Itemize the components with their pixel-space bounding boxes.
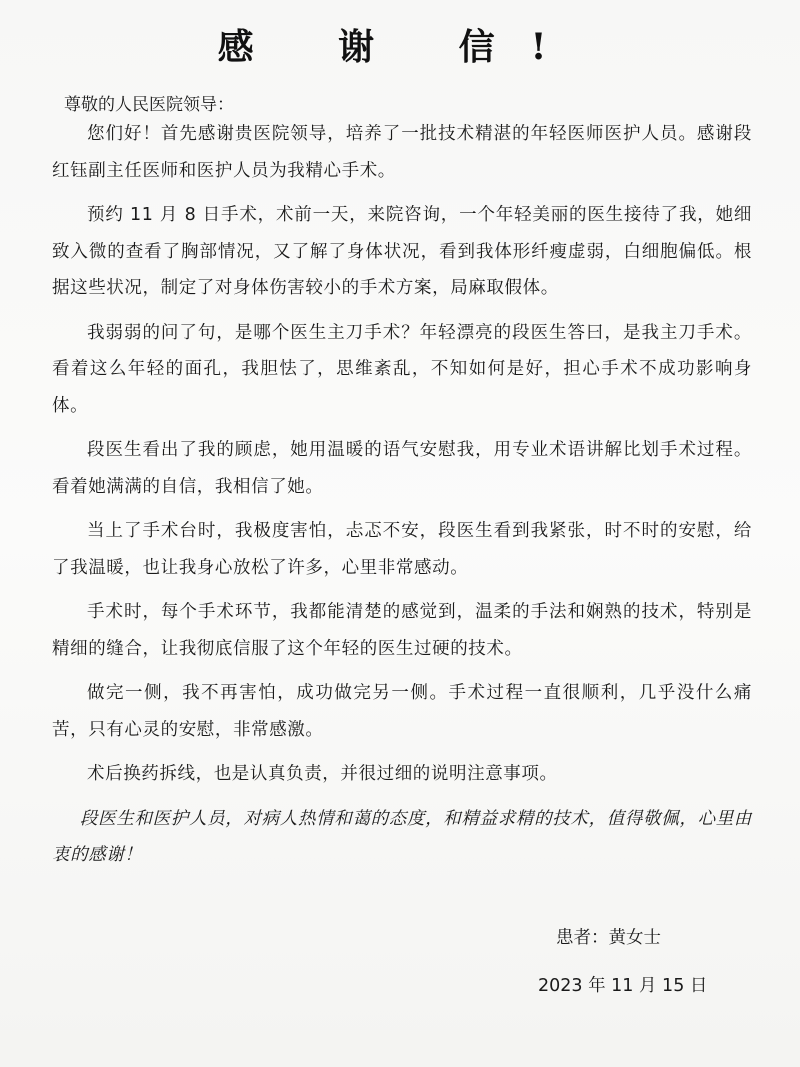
paragraph-3: 我弱弱的问了句，是哪个医生主刀手术？年轻漂亮的段医生答曰，是我主刀手术。看着这么年轻的面孔，我胆怯了，思维紊乱，不知如何是好，担心手术不成功影响身体。 (52, 322, 752, 416)
paragraph-1: 您们好！首先感谢贵医院领导，培养了一批技术精湛的年轻医师医护人员。感谢段红钰副主任医师和医护人员为我精心手术。 (52, 124, 752, 181)
paragraph-9: 段医生和医护人员，对病人热情和蔼的态度，和精益求精的技术，值得敬佩，心里由衷的感谢！ (52, 808, 752, 865)
paragraph-2: 预约 11 月 8 日手术，术前一天，来院咨询，一个年轻美丽的医生接待了我，她细致入微的查看了胸部情况，又了解了身体状况，看到我体形纤瘦虚弱，白细胞偏低。根据这些状况，制定了对身体伤害较小的手术方案，局麻取假体。 (52, 205, 752, 298)
letter-title: 感 谢 信! (217, 26, 583, 68)
paragraph-5: 当上了手术台时，我极度害怕，忐忑不安，段医生看到我紧张，时不时的安慰，给了我温暖，也让我身心放松了许多，心里非常感动。 (52, 521, 752, 578)
salutation: 尊敬的人民医院领导： (64, 95, 234, 115)
paragraph-8: 术后换药拆线，也是认真负责，并很过细的说明注意事项。 (87, 764, 558, 784)
letter-body (52, 116, 752, 882)
paragraph-6: 手术时，每个手术环节，我都能清楚的感觉到，温柔的手法和娴熟的技术，特别是精细的缝合，让我彻底信服了这个年轻的医生过硬的技术。 (52, 602, 752, 659)
signature: 患者：黄女士 (556, 928, 661, 948)
paragraph-4: 段医生看出了我的顾虑，她用温暖的语气安慰我，用专业术语讲解比划手术过程。看着她满满的自信，我相信了她。 (52, 440, 752, 497)
letter-date: 2023 年 11 月 15 日 (538, 976, 708, 996)
paragraph-7: 做完一侧，我不再害怕，成功做完另一侧。手术过程一直很顺利，几乎没什么痛苦，只有心灵的安慰，非常感激。 (52, 683, 752, 740)
